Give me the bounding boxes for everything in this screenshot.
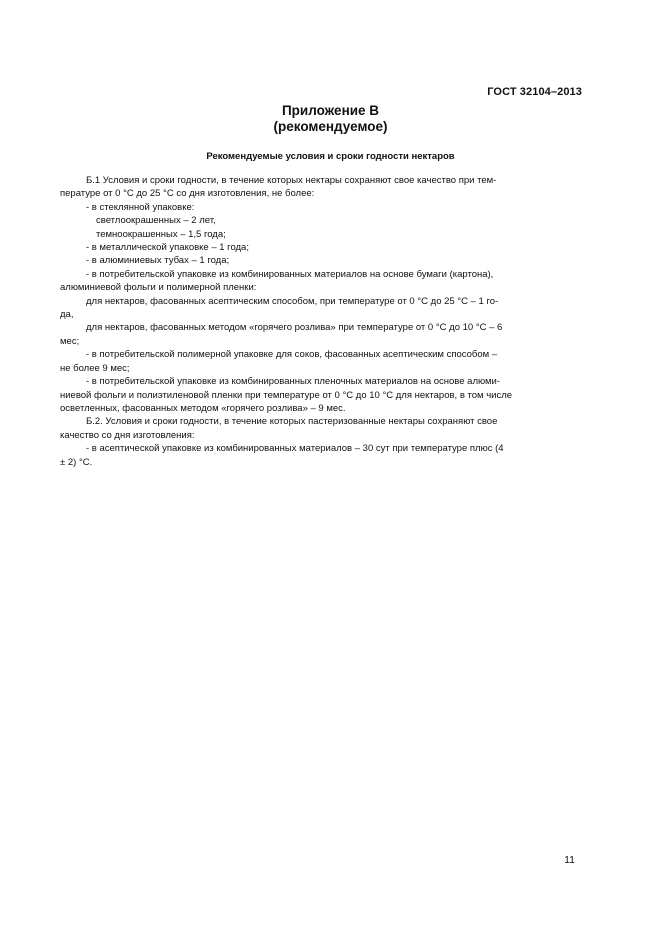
text-line: ниевой фольги и полиэтиленовой пленки при температуре от 0 °С до 10 °С для нектаров, в том числе: [60, 389, 513, 401]
text-line: светлоокрашенных – 2 лет,: [96, 215, 216, 227]
text-line: - в потребительской упаковке из комбинированных материалов на основе бумаги (картона),: [86, 268, 494, 280]
section-title: Рекомендуемые условия и сроки годности нектаров: [206, 151, 455, 162]
text-line: - в металлической упаковке – 1 года;: [86, 242, 249, 254]
text-line: Б.1 Условия и сроки годности, в течение которых нектары сохраняют свое качество при тем-: [86, 175, 497, 186]
appendix-subtitle: (рекомендуемое): [273, 119, 388, 134]
document-code: ГОСТ 32104–2013: [487, 86, 582, 98]
text-line: - в стеклянной упаковке:: [86, 201, 195, 213]
text-line: качество со дня изготовления:: [60, 429, 195, 441]
text-line: не более 9 мес;: [60, 362, 130, 374]
text-line: Б.2. Условия и сроки годности, в течение которых пастеризованные нектары сохраняют свое: [86, 416, 498, 428]
text-line: для нектаров, фасованных асептическим способом, при температуре от 0 °С до 25 °С – 1 го-: [86, 295, 499, 307]
text-line: ± 2) °С.: [60, 456, 93, 468]
text-line: для нектаров, фасованных методом «горячего розлива» при температуре от 0 °С до 10 °С – 6: [86, 322, 503, 334]
page-number: 11: [564, 854, 575, 866]
text-line: - в асептической упаковке из комбинированных материалов – 30 сут при температуре плюс (4: [86, 443, 504, 455]
text-line: - в алюминиевых тубах – 1 года;: [86, 255, 230, 267]
text-line: да,: [60, 309, 74, 321]
appendix-heading: [0, 103, 661, 135]
text-line: пературе от 0 °С до 25 °С со дня изготовления, не более:: [60, 188, 315, 200]
text-line: алюминиевой фольги и полимерной пленки:: [60, 282, 257, 294]
appendix-title: Приложение В: [281, 103, 380, 118]
text-line: осветленных, фасованных методом «горячего розлива» – 9 мес.: [60, 402, 346, 414]
text-line: темноокрашенных – 1,5 года;: [96, 228, 226, 240]
text-line: - в потребительской упаковке из комбинированных пленочных материалов на основе алюми-: [86, 376, 501, 388]
text-line: мес;: [60, 335, 80, 347]
text-line: - в потребительской полимерной упаковке для соков, фасованных асептическим способом –: [86, 349, 498, 361]
body-text: [60, 174, 583, 469]
